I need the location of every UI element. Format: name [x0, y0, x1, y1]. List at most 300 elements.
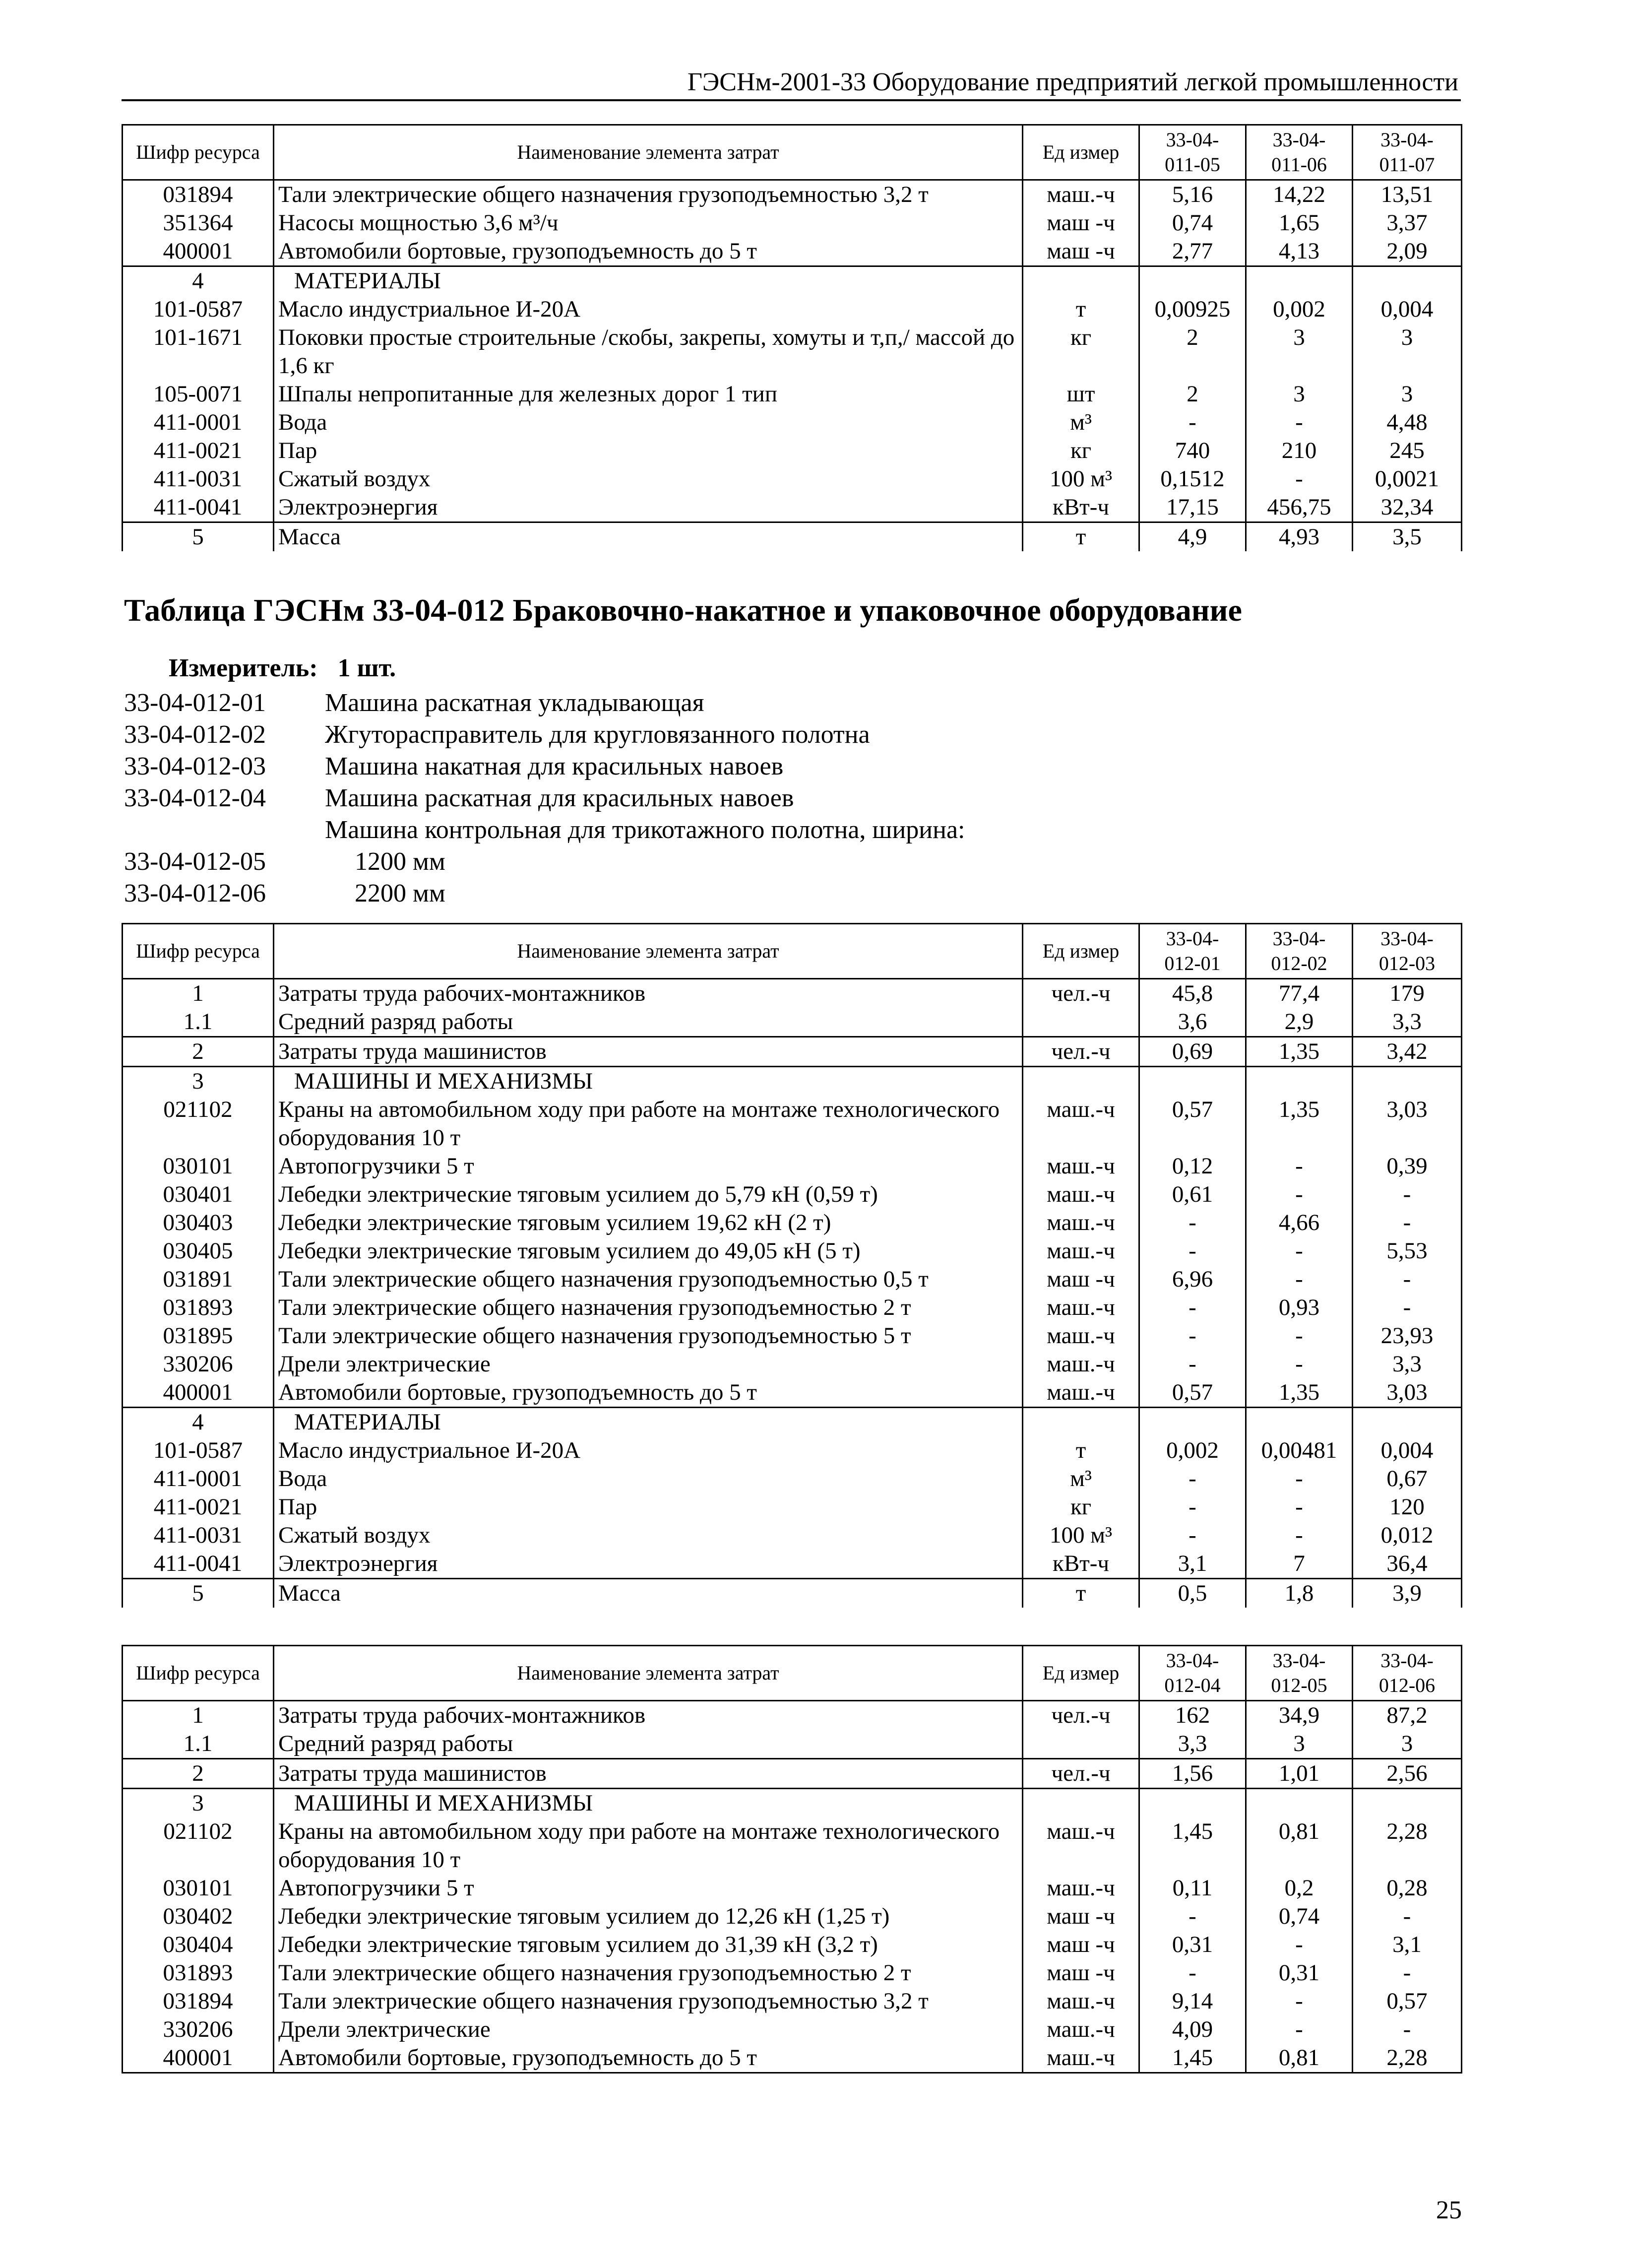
- value-cell: -: [1139, 1902, 1246, 1931]
- cost-table-011: [122, 124, 1462, 551]
- value-cell: [1139, 1408, 1246, 1437]
- unit-cell: т: [1023, 1579, 1139, 1608]
- table-row: [123, 1096, 1462, 1152]
- unit-cell: маш -ч: [1023, 237, 1139, 266]
- table-row: [123, 1789, 1462, 1818]
- cost-item-name: Дрели электрические: [274, 1350, 1023, 1378]
- value-cell: 0,00925: [1139, 295, 1246, 324]
- resource-code: 411-0031: [123, 1521, 274, 1550]
- value-cell: [1246, 1408, 1353, 1437]
- value-cell: 36,4: [1353, 1550, 1462, 1579]
- item-text: Жгуторасправитель для кругловязанного полотна: [325, 720, 870, 749]
- item-text: 2200 мм: [355, 879, 445, 907]
- value-cell: -: [1353, 1209, 1462, 1237]
- unit-cell: [1023, 1730, 1139, 1759]
- value-cell: -: [1139, 1350, 1246, 1378]
- table-row: [123, 1067, 1462, 1096]
- item-list: [124, 687, 965, 909]
- cost-item-name: Поковки простые строительные /скобы, закрепы, хомуты и т,п,/ массой до 1,6 кг: [274, 324, 1023, 380]
- cost-item-name: Краны на автомобильном ходу при работе на монтаже технологического оборудования 10 т: [274, 1096, 1023, 1152]
- cost-item-name: Электроэнергия: [274, 1550, 1023, 1579]
- cost-item-name: Лебедки электрические тяговым усилием 19,62 кН (2 т): [274, 1209, 1023, 1237]
- header-col-1: 33-04- 012-04: [1139, 1646, 1246, 1701]
- unit-cell: м³: [1023, 1465, 1139, 1493]
- header-col-3: 33-04- 012-03: [1353, 924, 1462, 979]
- cost-item-name: Автомобили бортовые, грузоподъемность до 5 т: [274, 2044, 1023, 2073]
- header-code: Шифр ресурса: [123, 1646, 274, 1701]
- table-row: [123, 1817, 1462, 1874]
- unit-cell: кВт-ч: [1023, 493, 1139, 522]
- resource-code: 400001: [123, 1378, 274, 1408]
- value-cell: 32,34: [1353, 493, 1462, 522]
- resource-code: 021102: [123, 1096, 274, 1152]
- unit-cell: кг: [1023, 1493, 1139, 1521]
- cost-item-name: Дрели электрические: [274, 2015, 1023, 2044]
- value-cell: 3,3: [1353, 1350, 1462, 1378]
- resource-code: 030402: [123, 1902, 274, 1931]
- unit-cell: м³: [1023, 408, 1139, 437]
- measure-line: [124, 652, 396, 684]
- resource-code: 330206: [123, 2015, 274, 2044]
- unit-cell: маш.-ч: [1023, 1378, 1139, 1408]
- table-row: [123, 1493, 1462, 1521]
- header-name: Наименование элемента затрат: [274, 1646, 1023, 1701]
- table-row: [123, 1759, 1462, 1789]
- header-unit: Ед измер: [1023, 125, 1139, 180]
- value-cell: 3: [1246, 324, 1353, 380]
- value-cell: -: [1353, 1902, 1462, 1931]
- resource-code: 031895: [123, 1322, 274, 1350]
- cost-item-name: Лебедки электрические тяговым усилием до 31,39 кН (3,2 т): [274, 1931, 1023, 1959]
- table-row: [123, 1730, 1462, 1759]
- value-cell: -: [1246, 1180, 1353, 1209]
- value-cell: [1139, 1789, 1246, 1818]
- header-code: Шифр ресурса: [123, 125, 274, 180]
- item-row: [124, 814, 965, 846]
- value-cell: 4,09: [1139, 2015, 1246, 2044]
- table-row: [123, 1579, 1462, 1608]
- cost-item-name: Масса: [274, 1579, 1023, 1608]
- value-cell: 77,4: [1246, 979, 1353, 1008]
- value-cell: -: [1246, 1265, 1353, 1294]
- value-cell: 210: [1246, 437, 1353, 465]
- cost-item-name: Сжатый воздух: [274, 465, 1023, 493]
- value-cell: -: [1246, 1931, 1353, 1959]
- item-code: 33-04-012-04: [124, 784, 266, 812]
- value-cell: 3: [1353, 324, 1462, 380]
- cost-item-name: Автопогрузчики 5 т: [274, 1152, 1023, 1180]
- value-cell: -: [1139, 1521, 1246, 1550]
- unit-cell: маш.-ч: [1023, 180, 1139, 209]
- value-cell: 740: [1139, 437, 1246, 465]
- unit-cell: маш -ч: [1023, 1959, 1139, 1987]
- resource-code: 3: [123, 1789, 274, 1818]
- resource-code: 351364: [123, 209, 274, 237]
- cost-item-name: Затраты труда машинистов: [274, 1037, 1023, 1067]
- value-cell: 5,16: [1139, 180, 1246, 209]
- cost-item-name: Тали электрические общего назначения грузоподъемностью 3,2 т: [274, 1987, 1023, 2015]
- unit-cell: т: [1023, 295, 1139, 324]
- unit-cell: маш.-ч: [1023, 2044, 1139, 2073]
- cost-item-name: Лебедки электрические тяговым усилием до 12,26 кН (1,25 т): [274, 1902, 1023, 1931]
- value-cell: -: [1139, 1493, 1246, 1521]
- cost-item-name: Насосы мощностью 3,6 м³/ч: [274, 209, 1023, 237]
- value-cell: 2,9: [1246, 1008, 1353, 1037]
- table-row: [123, 979, 1462, 1008]
- value-cell: 0,00481: [1246, 1436, 1353, 1465]
- cost-item-name: Затраты труда рабочих-монтажников: [274, 979, 1023, 1008]
- value-cell: 0,002: [1246, 295, 1353, 324]
- value-cell: 1,35: [1246, 1037, 1353, 1067]
- value-cell: 2,09: [1353, 237, 1462, 266]
- value-cell: 0,5: [1139, 1579, 1246, 1608]
- cost-item-name: Сжатый воздух: [274, 1521, 1023, 1550]
- value-cell: -: [1246, 2015, 1353, 2044]
- unit-cell: маш.-ч: [1023, 1350, 1139, 1378]
- cost-table-012-b: [122, 1645, 1462, 2074]
- resource-code: 411-0021: [123, 1493, 274, 1521]
- value-cell: 3: [1246, 380, 1353, 408]
- value-cell: 0,004: [1353, 1436, 1462, 1465]
- item-text: Машина раскатная укладывающая: [325, 689, 704, 717]
- unit-cell: кг: [1023, 324, 1139, 380]
- table-header-row: [123, 924, 1462, 979]
- value-cell: 3,5: [1353, 522, 1462, 552]
- running-header: [122, 64, 1461, 101]
- header-col-1: 33-04- 011-05: [1139, 125, 1246, 180]
- value-cell: 3,3: [1353, 1008, 1462, 1037]
- resource-code: 411-0001: [123, 408, 274, 437]
- value-cell: -: [1139, 1209, 1246, 1237]
- table-header-row: [123, 1646, 1462, 1701]
- value-cell: [1353, 1408, 1462, 1437]
- resource-code: 1: [123, 1701, 274, 1730]
- value-cell: -: [1353, 1959, 1462, 1987]
- value-cell: 3,9: [1353, 1579, 1462, 1608]
- cost-item-name: Тали электрические общего назначения грузоподъемностью 2 т: [274, 1959, 1023, 1987]
- section-title: МАШИНЫ И МЕХАНИЗМЫ: [274, 1789, 1023, 1818]
- table-row: [123, 1294, 1462, 1322]
- table-row: [123, 1931, 1462, 1959]
- value-cell: 17,15: [1139, 493, 1246, 522]
- cost-item-name: Вода: [274, 1465, 1023, 1493]
- value-cell: 3,1: [1139, 1550, 1246, 1579]
- table-row: [123, 209, 1462, 237]
- resource-code: 030401: [123, 1180, 274, 1209]
- value-cell: 1,65: [1246, 209, 1353, 237]
- table-row: [123, 1350, 1462, 1378]
- unit-cell: 100 м³: [1023, 465, 1139, 493]
- value-cell: 0,004: [1353, 295, 1462, 324]
- value-cell: -: [1246, 408, 1353, 437]
- section-title: МАШИНЫ И МЕХАНИЗМЫ: [274, 1067, 1023, 1096]
- table-row: [123, 1465, 1462, 1493]
- cost-item-name: Автомобили бортовые, грузоподъемность до 5 т: [274, 1378, 1023, 1408]
- value-cell: 0,39: [1353, 1152, 1462, 1180]
- value-cell: -: [1246, 1465, 1353, 1493]
- value-cell: 2,28: [1353, 1817, 1462, 1874]
- resource-code: 411-0021: [123, 437, 274, 465]
- value-cell: 0,93: [1246, 1294, 1353, 1322]
- unit-cell: кг: [1023, 437, 1139, 465]
- cost-item-name: Масло индустриальное И-20А: [274, 1436, 1023, 1465]
- resource-code: 101-0587: [123, 1436, 274, 1465]
- value-cell: 1,01: [1246, 1759, 1353, 1789]
- value-cell: 3,6: [1139, 1008, 1246, 1037]
- unit-cell: маш.-ч: [1023, 1874, 1139, 1902]
- value-cell: 5,53: [1353, 1237, 1462, 1265]
- resource-code: 031894: [123, 1987, 274, 2015]
- resource-code: 400001: [123, 237, 274, 266]
- resource-code: 030101: [123, 1152, 274, 1180]
- page-number: 25: [1436, 2196, 1462, 2224]
- value-cell: -: [1139, 1322, 1246, 1350]
- table-row: [123, 1378, 1462, 1408]
- value-cell: -: [1139, 408, 1246, 437]
- table-row: [123, 1701, 1462, 1730]
- unit-cell: т: [1023, 1436, 1139, 1465]
- cost-item-name: Тали электрические общего назначения грузоподъемностью 0,5 т: [274, 1265, 1023, 1294]
- value-cell: 0,61: [1139, 1180, 1246, 1209]
- value-cell: 1,35: [1246, 1378, 1353, 1408]
- resource-code: 031893: [123, 1959, 274, 1987]
- unit-cell: чел.-ч: [1023, 979, 1139, 1008]
- unit-cell: маш -ч: [1023, 1931, 1139, 1959]
- resource-code: 101-0587: [123, 295, 274, 324]
- table-row: [123, 2015, 1462, 2044]
- resource-code: 400001: [123, 2044, 274, 2073]
- value-cell: -: [1353, 1180, 1462, 1209]
- value-cell: 3,03: [1353, 1096, 1462, 1152]
- table-row: [123, 1902, 1462, 1931]
- header-col-2: 33-04- 011-06: [1246, 125, 1353, 180]
- cost-item-name: Краны на автомобильном ходу при работе на монтаже технологического оборудования 10 т: [274, 1817, 1023, 1874]
- table-row: [123, 1408, 1462, 1437]
- value-cell: -: [1246, 1322, 1353, 1350]
- header-name: Наименование элемента затрат: [274, 125, 1023, 180]
- cost-item-name: Автомобили бортовые, грузоподъемность до 5 т: [274, 237, 1023, 266]
- value-cell: [1353, 266, 1462, 296]
- table-row: [123, 324, 1462, 380]
- measure-label: Измеритель:: [169, 654, 318, 682]
- table-row: [123, 266, 1462, 296]
- value-cell: -: [1246, 1493, 1353, 1521]
- cost-item-name: Лебедки электрические тяговым усилием до 5,79 кН (0,59 т): [274, 1180, 1023, 1209]
- cost-table-012-a: [122, 923, 1462, 1608]
- value-cell: 0,12: [1139, 1152, 1246, 1180]
- unit-cell: [1023, 1789, 1139, 1818]
- cost-item-name: Масса: [274, 522, 1023, 552]
- unit-cell: маш.-ч: [1023, 1322, 1139, 1350]
- value-cell: 45,8: [1139, 979, 1246, 1008]
- table-row: [123, 295, 1462, 324]
- measure-value: 1 шт.: [337, 654, 396, 682]
- value-cell: 0,57: [1353, 1987, 1462, 2015]
- value-cell: -: [1246, 465, 1353, 493]
- unit-cell: маш.-ч: [1023, 1180, 1139, 1209]
- unit-cell: маш -ч: [1023, 1265, 1139, 1294]
- resource-code: 3: [123, 1067, 274, 1096]
- value-cell: 4,9: [1139, 522, 1246, 552]
- cost-item-name: Вода: [274, 408, 1023, 437]
- unit-cell: т: [1023, 522, 1139, 552]
- value-cell: 3: [1353, 380, 1462, 408]
- value-cell: 0,69: [1139, 1037, 1246, 1067]
- resource-code: 2: [123, 1759, 274, 1789]
- value-cell: 0,28: [1353, 1874, 1462, 1902]
- unit-cell: маш.-ч: [1023, 1237, 1139, 1265]
- resource-code: 1.1: [123, 1730, 274, 1759]
- table-row: [123, 2044, 1462, 2073]
- item-row: [124, 846, 965, 878]
- value-cell: 3: [1353, 1730, 1462, 1759]
- value-cell: [1246, 266, 1353, 296]
- resource-code: 330206: [123, 1350, 274, 1378]
- value-cell: 0,81: [1246, 2044, 1353, 2073]
- item-row: [124, 878, 965, 909]
- value-cell: 0,31: [1246, 1959, 1353, 1987]
- value-cell: [1246, 1789, 1353, 1818]
- unit-cell: маш -ч: [1023, 1902, 1139, 1931]
- resource-code: 1.1: [123, 1008, 274, 1037]
- unit-cell: [1023, 1008, 1139, 1037]
- table-row: [123, 1550, 1462, 1579]
- table-row: [123, 1037, 1462, 1067]
- cost-item-name: Пар: [274, 1493, 1023, 1521]
- resource-code: 411-0041: [123, 493, 274, 522]
- value-cell: 162: [1139, 1701, 1246, 1730]
- table-row: [123, 1209, 1462, 1237]
- unit-cell: маш.-ч: [1023, 1096, 1139, 1152]
- cost-item-name: Пар: [274, 437, 1023, 465]
- header-code: Шифр ресурса: [123, 924, 274, 979]
- resource-code: 105-0071: [123, 380, 274, 408]
- value-cell: 0,74: [1246, 1902, 1353, 1931]
- item-row: [124, 782, 965, 814]
- item-code: 33-04-012-01: [124, 689, 266, 717]
- table-header-row: [123, 125, 1462, 180]
- table-row: [123, 1008, 1462, 1037]
- value-cell: 4,66: [1246, 1209, 1353, 1237]
- value-cell: -: [1139, 1959, 1246, 1987]
- item-code: 33-04-012-05: [124, 847, 266, 876]
- value-cell: [1139, 1067, 1246, 1096]
- resource-code: 101-1671: [123, 324, 274, 380]
- value-cell: -: [1139, 1294, 1246, 1322]
- resource-code: 2: [123, 1037, 274, 1067]
- unit-cell: маш.-ч: [1023, 1987, 1139, 2015]
- value-cell: -: [1246, 1152, 1353, 1180]
- cost-item-name: Тали электрические общего назначения грузоподъемностью 2 т: [274, 1294, 1023, 1322]
- item-row: [124, 719, 965, 751]
- value-cell: 1,35: [1246, 1096, 1353, 1152]
- unit-cell: маш -ч: [1023, 209, 1139, 237]
- value-cell: 0,11: [1139, 1874, 1246, 1902]
- header-name: Наименование элемента затрат: [274, 924, 1023, 979]
- unit-cell: маш.-ч: [1023, 1209, 1139, 1237]
- value-cell: 9,14: [1139, 1987, 1246, 2015]
- header-col-3: 33-04- 012-06: [1353, 1646, 1462, 1701]
- value-cell: [1246, 1067, 1353, 1096]
- cost-item-name: Средний разряд работы: [274, 1008, 1023, 1037]
- unit-cell: [1023, 1067, 1139, 1096]
- value-cell: 14,22: [1246, 180, 1353, 209]
- item-text: Машина раскатная для красильных навоев: [325, 784, 794, 812]
- value-cell: 0,57: [1139, 1378, 1246, 1408]
- header-col-3: 33-04- 011-07: [1353, 125, 1462, 180]
- value-cell: -: [1246, 1237, 1353, 1265]
- table-row: [123, 522, 1462, 552]
- cost-item-name: Автопогрузчики 5 т: [274, 1874, 1023, 1902]
- table-row: [123, 493, 1462, 522]
- unit-cell: маш.-ч: [1023, 1294, 1139, 1322]
- value-cell: -: [1246, 1350, 1353, 1378]
- cost-item-name: Тали электрические общего назначения грузоподъемностью 3,2 т: [274, 180, 1023, 209]
- value-cell: 3,42: [1353, 1037, 1462, 1067]
- table-row: [123, 1436, 1462, 1465]
- header-unit: Ед измер: [1023, 1646, 1139, 1701]
- table-row: [123, 1521, 1462, 1550]
- resource-code: 031893: [123, 1294, 274, 1322]
- cost-item-name: Средний разряд работы: [274, 1730, 1023, 1759]
- table-row: [123, 180, 1462, 209]
- cost-item-name: Затраты труда машинистов: [274, 1759, 1023, 1789]
- value-cell: 2: [1139, 324, 1246, 380]
- item-text: Машина контрольная для трикотажного полотна, ширина:: [325, 816, 965, 844]
- unit-cell: маш.-ч: [1023, 2015, 1139, 2044]
- value-cell: 3,3: [1139, 1730, 1246, 1759]
- value-cell: 0,81: [1246, 1817, 1353, 1874]
- table-row: [123, 465, 1462, 493]
- value-cell: 3,03: [1353, 1378, 1462, 1408]
- resource-code: 031894: [123, 180, 274, 209]
- value-cell: 1,56: [1139, 1759, 1246, 1789]
- table-row: [123, 408, 1462, 437]
- table-row: [123, 237, 1462, 266]
- resource-code: 030404: [123, 1931, 274, 1959]
- resource-code: 021102: [123, 1817, 274, 1874]
- value-cell: 456,75: [1246, 493, 1353, 522]
- header-unit: Ед измер: [1023, 924, 1139, 979]
- table-row: [123, 1322, 1462, 1350]
- resource-code: 411-0041: [123, 1550, 274, 1579]
- value-cell: -: [1246, 1987, 1353, 2015]
- value-cell: 120: [1353, 1493, 1462, 1521]
- unit-cell: [1023, 1408, 1139, 1437]
- value-cell: 1,45: [1139, 2044, 1246, 2073]
- table-row: [123, 1180, 1462, 1209]
- header-title: ГЭСНм-2001-33 Оборудование предприятий легкой промышленности: [687, 68, 1458, 96]
- unit-cell: [1023, 266, 1139, 296]
- item-row: [124, 751, 965, 782]
- unit-cell: чел.-ч: [1023, 1759, 1139, 1789]
- table-row: [123, 1265, 1462, 1294]
- resource-code: 1: [123, 979, 274, 1008]
- section-title: МАТЕРИАЛЫ: [274, 266, 1023, 296]
- item-text: 1200 мм: [355, 847, 445, 876]
- value-cell: 1,45: [1139, 1817, 1246, 1874]
- cost-item-name: Лебедки электрические тяговым усилием до 49,05 кН (5 т): [274, 1237, 1023, 1265]
- item-code: 33-04-012-02: [124, 720, 266, 749]
- value-cell: 0,57: [1139, 1096, 1246, 1152]
- value-cell: 2,56: [1353, 1759, 1462, 1789]
- value-cell: 4,93: [1246, 522, 1353, 552]
- table-row: [123, 1152, 1462, 1180]
- unit-cell: чел.-ч: [1023, 1037, 1139, 1067]
- value-cell: 0,31: [1139, 1931, 1246, 1959]
- value-cell: 245: [1353, 437, 1462, 465]
- value-cell: 23,93: [1353, 1322, 1462, 1350]
